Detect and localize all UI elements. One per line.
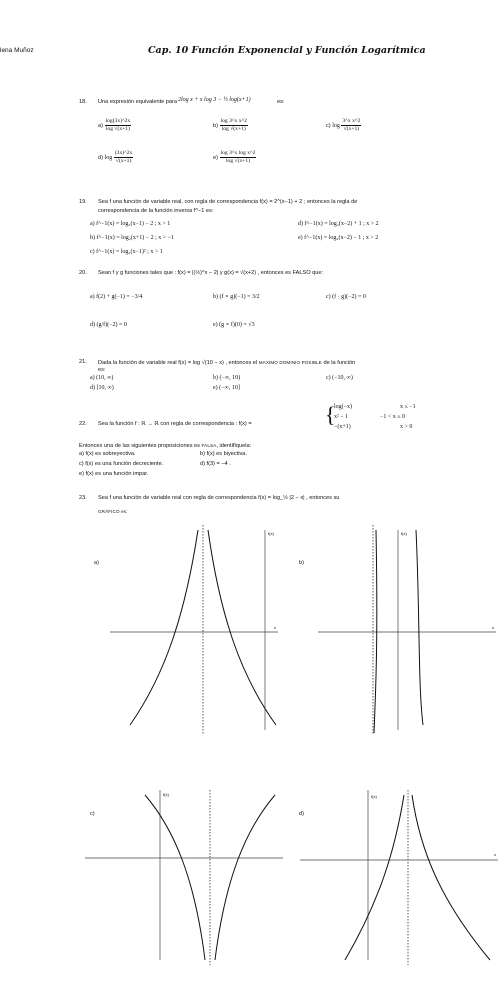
- graph-d-axis-x: x: [494, 852, 496, 857]
- q19-option-b: b) f^−1(x) = log₂(x+1) − 2 ; x > −1: [90, 235, 175, 241]
- graph-b-axis-y: f(x): [401, 531, 407, 536]
- q21-option-c: c) (−10, ∞): [326, 375, 353, 381]
- q20-option-d: d) (g/f)(−2) = 0: [90, 322, 127, 328]
- question-20-stem: Sean f y g funciones tales que : f(x) = |(½)^x − 2| y g(x) = √(x+2) , entonces es FALSO que:: [98, 270, 324, 276]
- q20-option-c: c) (f · g)(−2) = 0: [326, 294, 366, 300]
- graph-label-b: b): [299, 560, 304, 566]
- graph-a-axis-y: f(x): [268, 531, 274, 536]
- q21-option-d: d) [10, ∞): [90, 385, 114, 391]
- q21-option-a: a) (10, ∞): [90, 375, 114, 381]
- question-21-line2: es:: [98, 367, 106, 373]
- graph-b: [318, 525, 498, 735]
- q22-option-c: c) f(x) es una función decreciente.: [79, 461, 164, 467]
- case-2-cond: −1 < x ≤ 0: [380, 414, 406, 420]
- q18-option-c: c) log $\frac{\text{3\textasciicircum{}x x\textasciicircum{}2}}{√(x+1)}$: [326, 118, 361, 132]
- graph-d: [300, 790, 500, 965]
- q22-option-b: b) f(x) es biyectiva.: [200, 451, 247, 457]
- q22-option-e: e) f(x) es una función impar.: [79, 471, 149, 477]
- graph-label-d: d): [299, 811, 304, 817]
- q20-option-e: e) (g ∘ f)(0) = √3: [213, 322, 255, 328]
- graph-d-axis-y: f(x): [371, 794, 377, 799]
- graph-a-axis-x: x: [274, 625, 276, 630]
- q21-option-b: b) (−∞, 10): [213, 375, 241, 381]
- case-1-cond: x ≤ −1: [400, 404, 416, 410]
- question-23-number: 23.: [79, 495, 87, 501]
- question-19-line1: Sea f una función de variable real, con regla de correspondencia f(x) = 2^(x−1) + 2 ; entonces la regla de: [98, 199, 358, 205]
- q18-option-e: e) $\frac{\text{log 3\textasciicircum{}x log x\textasciicircum{}2}}{\log √(x+1)}$: [213, 150, 256, 164]
- q19-option-c: c) f^−1(x) = log₂(x−1)² ; x > 1: [90, 249, 163, 255]
- graph-c-axis-y: f(x): [163, 792, 169, 797]
- question-23-line1: Sea f una función de variable real con regla de correspondencia f(x) = log_½ |2 − x| , entonces su: [98, 495, 340, 501]
- q18-option-a: a) $\frac{\log(3x)\^{}2x}{\log √(x+1)}$: [98, 118, 131, 132]
- q21-option-e: e) (−∞, 10]: [213, 385, 240, 391]
- question-21-line1: Dada la función de variable real f(x) = log √(10 − x) , entonces el MAXIMO DOMINIO POSIBLE de la función: [98, 360, 356, 366]
- q18-option-d: d) log $\frac{(3x)\^{}2x}{√(x+1)}$: [98, 150, 133, 164]
- q22-option-a: a) f(x) es sobreyectiva.: [79, 451, 136, 457]
- case-3-expr: −(x+1): [334, 424, 351, 430]
- case-3-cond: x > 0: [400, 424, 413, 430]
- question-19-line2: correspondencia de la función inversa f^−1 es:: [98, 208, 214, 214]
- graph-a: [110, 525, 280, 735]
- q19-option-d: d) f^−1(x) = log₂(x−2) + 1 ; x > 2: [298, 221, 379, 227]
- graph-label-a: a): [94, 560, 99, 566]
- graph-b-axis-x: x: [492, 625, 494, 630]
- chapter-title: Cap. 10 Función Exponencial y Función Logarítmica: [148, 45, 426, 56]
- question-20-number: 20.: [79, 270, 87, 276]
- piecewise-brace: {: [325, 402, 336, 427]
- q20-option-a: a) f(2) + g(−1) = −3/4: [90, 294, 143, 300]
- question-18-stem: Una expresión equivalente para: [98, 99, 177, 105]
- question-22-intro: Entonces una de las siguientes proposiciones es FALSA, identifíquela:: [79, 443, 252, 449]
- case-2-expr: x² − 1: [334, 414, 349, 420]
- q22-option-d: d) f(3) = −4 .: [200, 461, 231, 467]
- graph-label-c: c): [90, 811, 95, 817]
- q19-option-a: a) f^−1(x) = log₂(x−1) − 2 ; x > 1: [90, 221, 171, 227]
- graph-c: [85, 790, 285, 965]
- q20-option-b: b) (f ∘ g)(−1) = 3/2: [213, 294, 260, 300]
- case-1-expr: log(−x): [334, 404, 353, 410]
- question-18-es: es:: [277, 99, 285, 105]
- question-18-number: 18.: [79, 99, 87, 105]
- question-21-number: 21.: [79, 359, 87, 365]
- q18-option-b: b) $\frac{\text{log 3\textasciicircum{}x x\textasciicircum{}2}}{\log √(x+1)}$: [213, 118, 247, 132]
- question-22-stem: Sea la función f : ℝ → ℝ con regla de correspondencia : f(x) =: [98, 421, 252, 427]
- question-19-number: 19.: [79, 199, 87, 205]
- question-18-expression: 2log x + x log 3 − ½ log(x+1): [178, 97, 251, 103]
- question-22-number: 22.: [79, 421, 87, 427]
- question-23-line2: GRÁFICO es:: [98, 509, 128, 514]
- q19-option-e: e) f^−1(x) = log₂(x−2) − 1 ; x > 2: [298, 235, 379, 241]
- author-name: lena Muñoz: [0, 47, 34, 54]
